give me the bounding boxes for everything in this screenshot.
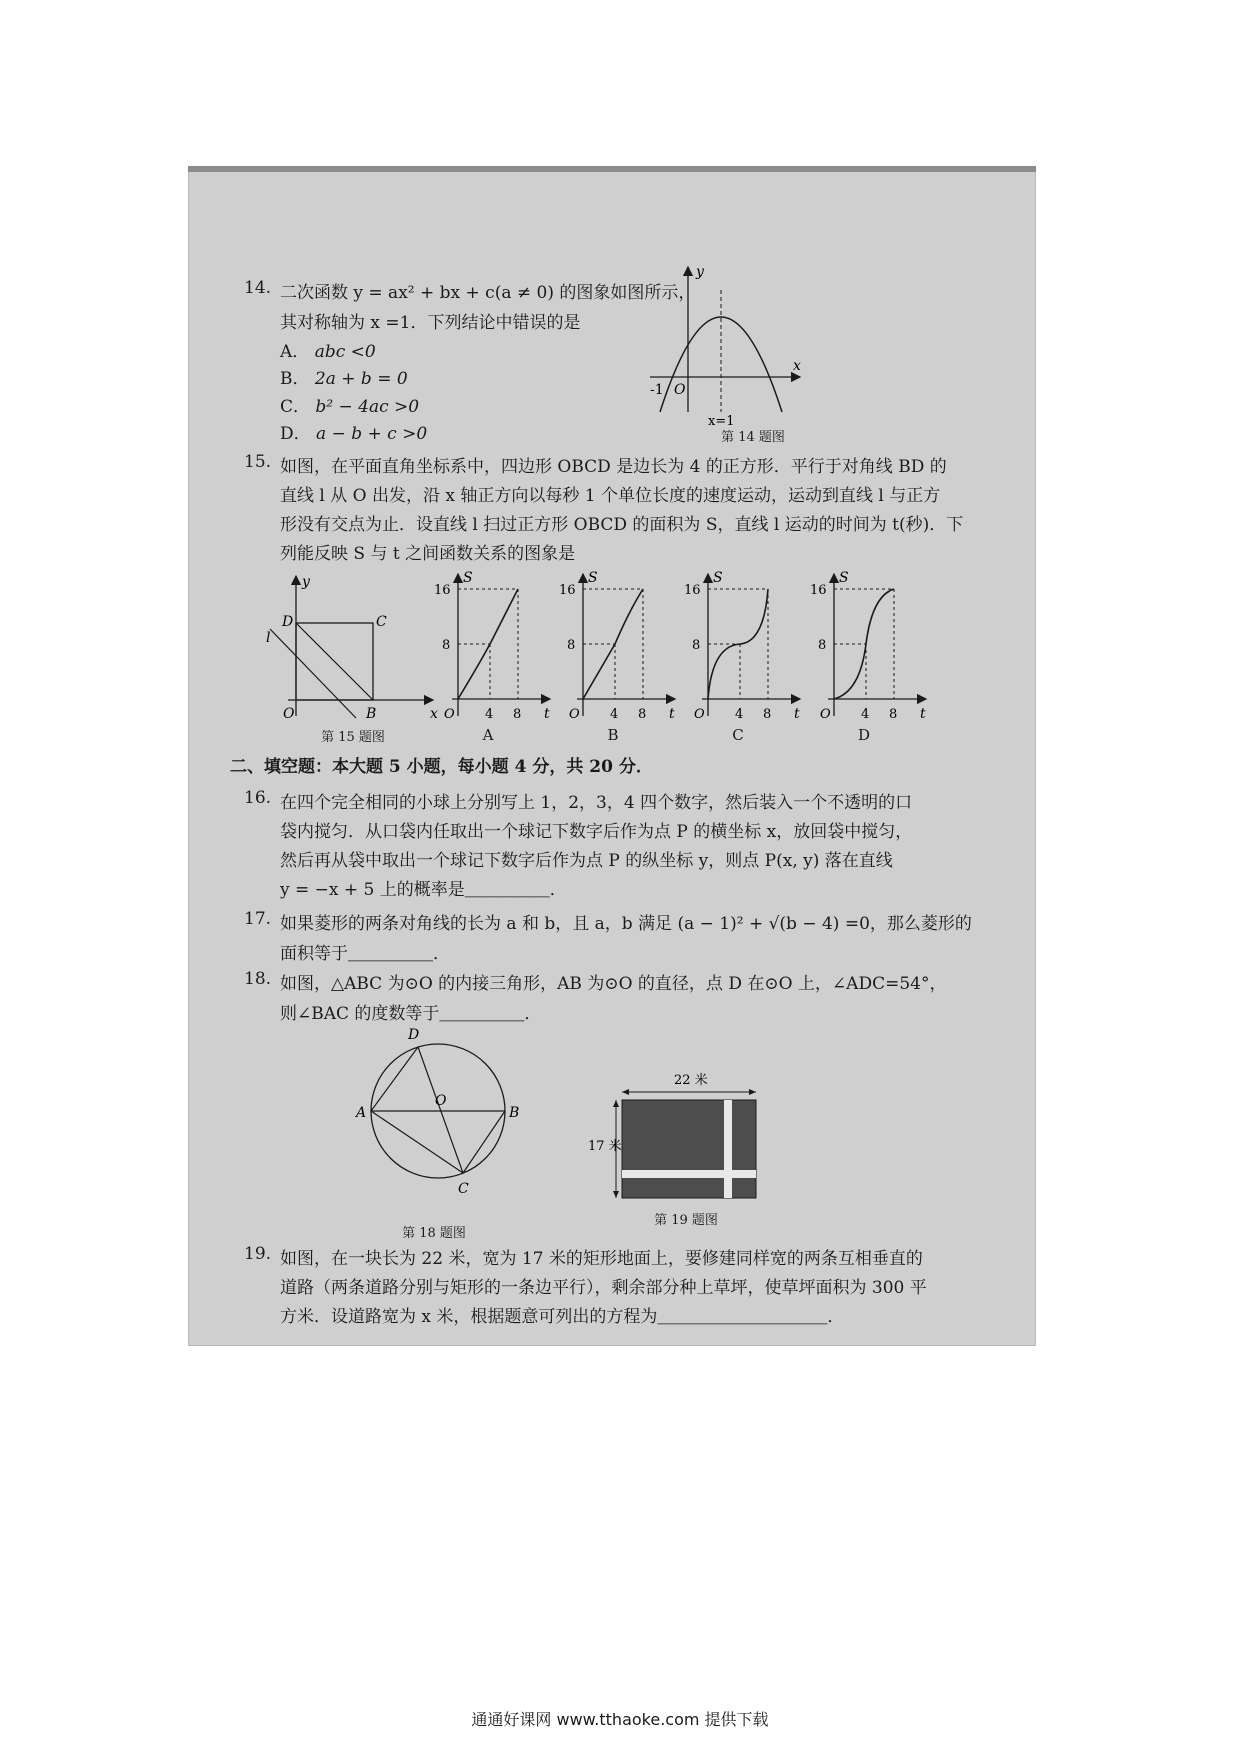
q15-graph-label-c: C — [732, 726, 744, 744]
q15-graph-b — [559, 566, 683, 741]
q17-number: 17. — [244, 909, 272, 929]
svg-text:D: D — [282, 614, 294, 630]
q15-number: 15. — [244, 452, 272, 472]
svg-text:C: C — [376, 614, 387, 630]
q18-number: 18. — [244, 969, 272, 989]
q14-option-b: B． 2a + b = 0 — [280, 369, 408, 389]
svg-text:C: C — [458, 1181, 469, 1197]
tick-16: 16 — [684, 583, 701, 598]
svg-text:O: O — [283, 706, 295, 722]
tick-16: 16 — [559, 583, 576, 598]
q19-line2: 道路（两条道路分别与矩形的一条边平行），剩余部分种上草坪，使草坪面积为 300 平 — [280, 1278, 927, 1298]
tick-16: 16 — [810, 583, 827, 598]
s-label: S — [463, 570, 473, 586]
q14-axis-label: x=1 — [708, 414, 735, 429]
q15-graph-a — [434, 566, 558, 741]
scanned-exam-page — [188, 166, 1036, 1346]
q15-line1: 如图，在平面直角坐标系中，四边形 OBCD 是边长为 4 的正方形．平行于对角线 BD 的 — [280, 457, 947, 477]
q15-caption: 第 15 题图 — [321, 730, 385, 745]
q15-line-l — [270, 629, 356, 718]
q19-height-label: 17 米 — [588, 1139, 622, 1154]
tick-8: 8 — [692, 638, 701, 653]
q14-option-a: A． abc <0 — [280, 342, 376, 362]
q16-line4: y = −x + 5 上的概率是＿＿＿＿＿． — [280, 880, 567, 900]
q15-graph-d — [810, 566, 934, 741]
q14-minus1-label: -1 — [650, 382, 664, 398]
q14-line2: 其对称轴为 x =1．下列结论中错误的是 — [280, 313, 581, 333]
origin-label: O — [820, 707, 831, 722]
q17-line1: 如果菱形的两条对角线的长为 a 和 b，且 a，b 满足 (a − 1)² + √(b − 4) =0，那么菱形的 — [280, 914, 972, 934]
q15-square-figure — [258, 566, 443, 726]
section-2-title: 二、填空题：本大题 5 小题，每小题 4 分，共 20 分． — [230, 757, 653, 777]
tick-t8: 8 — [763, 707, 772, 722]
q19-field — [622, 1100, 756, 1198]
t-label: t — [544, 706, 550, 722]
tick-8: 8 — [818, 638, 827, 653]
s-label: S — [588, 570, 598, 586]
q14-option-d: D． a − b + c >0 — [280, 424, 428, 444]
q18-line2: 则∠BAC 的度数等于＿＿＿＿＿． — [280, 1004, 542, 1024]
q15-graph-label-b: B — [607, 726, 619, 744]
svg-text:x: x — [430, 706, 438, 722]
svg-text:B: B — [366, 706, 377, 722]
q19-caption: 第 19 题图 — [654, 1213, 718, 1228]
tick-t8: 8 — [889, 707, 898, 722]
q14-x-label: x — [793, 358, 801, 374]
q14-y-label: y — [696, 264, 704, 280]
q16-line1: 在四个完全相同的小球上分别写上 1，2，3，4 四个数字，然后装入一个不透明的口 — [280, 793, 913, 813]
q14-number: 14. — [244, 278, 272, 298]
q17-line2: 面积等于＿＿＿＿＿． — [280, 944, 450, 964]
tick-t4: 4 — [610, 707, 619, 722]
q19-line3: 方米．设道路宽为 x 米，根据题意可列出的方程为＿＿＿＿＿＿＿＿＿＿． — [280, 1307, 845, 1327]
q15-diagonal-bd — [296, 623, 373, 700]
svg-text:D: D — [408, 1027, 420, 1043]
tick-16: 16 — [434, 583, 451, 598]
q16-line2: 袋内搅匀．从口袋内任取出一个球记下数字后作为点 P 的横坐标 x，放回袋中搅匀， — [280, 822, 913, 842]
svg-text:l: l — [266, 630, 271, 646]
q18-circle-figure — [338, 1021, 538, 1201]
origin-label: O — [444, 707, 455, 722]
tick-t4: 4 — [485, 707, 494, 722]
q19-figure — [588, 1066, 788, 1206]
tick-t4: 4 — [735, 707, 744, 722]
t-label: t — [920, 706, 926, 722]
q15-line2: 直线 l 从 O 出发，沿 x 轴正方向以每秒 1 个单位长度的速度运动，运动到直线 l 与正方 — [280, 486, 941, 506]
q19-number: 19. — [244, 1244, 272, 1264]
s-label: S — [713, 570, 723, 586]
q14-line1: 二次函数 y = ax² + bx + c(a ≠ 0) 的图象如图所示， — [280, 283, 696, 303]
q16-number: 16. — [244, 788, 272, 808]
q15-line4: 列能反映 S 与 t 之间函数关系的图象是 — [280, 544, 576, 564]
t-label: t — [669, 706, 675, 722]
q14-option-c: C． b² − 4ac >0 — [280, 397, 420, 417]
q19-width-label: 22 米 — [674, 1073, 708, 1088]
svg-text:A: A — [356, 1105, 367, 1121]
q15-graph-c — [684, 566, 808, 741]
tick-8: 8 — [567, 638, 576, 653]
q14-caption: 第 14 题图 — [721, 430, 785, 445]
q14-figure — [640, 262, 810, 427]
q18-caption: 第 18 题图 — [402, 1226, 466, 1241]
q15-graph-label-a: A — [482, 726, 494, 744]
svg-text:O: O — [435, 1093, 447, 1109]
tick-t8: 8 — [638, 707, 647, 722]
footer-credit: 通通好课网 www.tthaoke.com 提供下载 — [471, 1710, 769, 1729]
q19-line1: 如图，在一块长为 22 米，宽为 17 米的矩形地面上，要修建同样宽的两条互相垂直的 — [280, 1249, 923, 1269]
origin-label: O — [694, 707, 705, 722]
origin-label: O — [569, 707, 580, 722]
q15-graph-label-d: D — [857, 726, 871, 744]
svg-text:y: y — [302, 574, 310, 590]
q16-line3: 然后再从袋中取出一个球记下数字后作为点 P 的纵坐标 y，则点 P(x, y) 落在直线 — [280, 851, 893, 871]
svg-text:B: B — [509, 1105, 520, 1121]
q19-road-horizontal — [622, 1170, 756, 1178]
s-label: S — [839, 570, 849, 586]
q18-line1: 如图，△ABC 为⊙O 的内接三角形，AB 为⊙O 的直径，点 D 在⊙O 上，∠ADC=54°， — [280, 974, 947, 994]
q19-road-vertical — [724, 1100, 732, 1198]
tick-8: 8 — [442, 638, 451, 653]
t-label: t — [794, 706, 800, 722]
q14-origin-label: O — [674, 382, 686, 398]
q15-line3: 形没有交点为止．设直线 l 扫过正方形 OBCD 的面积为 S，直线 l 运动的时间为 t(秒)．下 — [280, 515, 964, 535]
tick-t4: 4 — [861, 707, 870, 722]
tick-t8: 8 — [513, 707, 522, 722]
